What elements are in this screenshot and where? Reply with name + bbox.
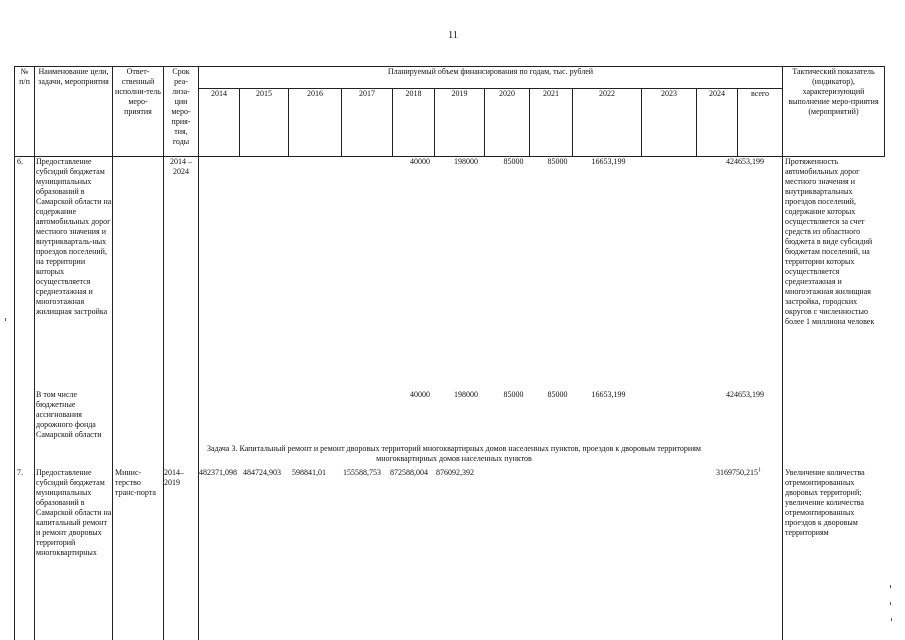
row6-2020: 85000 — [503, 157, 524, 166]
row7-total-value: 3169750,215 — [716, 468, 758, 477]
header-indicator: Тактический показатель (индикатор), характеризующий выполнение меро-приятия (мероприятий) — [783, 67, 885, 157]
row7-total — [716, 468, 761, 478]
header-year: 2020 — [485, 89, 530, 157]
row7-2018: 872588,004 — [390, 468, 428, 477]
row7-term: 2014– 2019 — [164, 468, 184, 487]
row7-executor: Минис-терство транс-порта — [115, 468, 156, 497]
header-executor: Ответ-ственный исполни-тель меро-приятия — [113, 67, 164, 157]
scan-speck — [5, 318, 6, 321]
header-funding-title: Планируемый объем финансирования по годам, тыс. рублей — [199, 67, 783, 89]
row7-2016: 598841,01 — [292, 468, 326, 477]
header-term: Срок реа-лиза-ции меро-прия-тия, годы — [164, 67, 199, 157]
table-body — [14, 156, 884, 640]
header-year: 2017 — [342, 89, 393, 157]
row7-num: 7. — [17, 468, 23, 477]
header-year: 2015 — [240, 89, 289, 157]
page-number: 11 — [448, 30, 458, 41]
row6-total: 424653,199 — [726, 157, 764, 166]
scan-speck — [890, 602, 891, 605]
row7-2014: 482371,098 — [199, 468, 237, 477]
column-divider — [112, 156, 113, 640]
header-year: 2018 — [393, 89, 435, 157]
row6-2022: 16653,199 — [591, 157, 626, 166]
row7-indicator: Увеличение количества отремонтированных дворовых территорий; увеличение количества отремонтированных проездов к дворовым территориям — [785, 468, 865, 537]
header-year: 2022 — [573, 89, 642, 157]
row6sub-2020: 85000 — [503, 390, 524, 399]
row6sub-2022: 16653,199 — [591, 390, 626, 399]
header-num: № п/п — [15, 67, 35, 157]
column-divider — [163, 156, 164, 640]
row6sub-2018: 40000 — [410, 390, 430, 399]
row7-2015: 484724,903 — [243, 468, 281, 477]
scan-speck — [890, 585, 891, 588]
row6-num: 6. — [17, 157, 23, 166]
row6-2018: 40000 — [410, 157, 430, 166]
header-year: 2024 — [697, 89, 738, 157]
column-divider — [782, 156, 783, 640]
header-year: 2014 — [199, 89, 240, 157]
header-year: 2016 — [289, 89, 342, 157]
row6sub-total: 424653,199 — [726, 390, 764, 399]
row7-total-footnote: 1 — [758, 467, 761, 474]
row6sub-name: В том числе бюджетные ассигнования дорожного фонда Самарской области — [36, 390, 102, 439]
header-year: 2023 — [642, 89, 697, 157]
row7-2017: 155588,753 — [343, 468, 381, 477]
column-divider — [34, 156, 35, 640]
scan-speck — [891, 618, 892, 621]
row6-name: Предоставление субсидий бюджетам муниципальных образований в Самарской области на содержание автомобильных дорог местного значения и внутрикварталь-ных проездов поселений, на территории которых осуществляется среднеэтажная и многоэтажная жилищная застройка — [36, 157, 112, 316]
row7-2019: 876092,392 — [436, 468, 474, 477]
column-divider — [14, 156, 15, 640]
row6sub-2019: 198000 — [454, 390, 478, 399]
row7-name: Предоставление субсидий бюджетам муниципальных образований в Самарской области на капитальный ремонт и ремонт дворовых территорий многоквартирных — [36, 468, 112, 557]
header-total: всего — [738, 89, 783, 157]
row6-2019: 198000 — [454, 157, 478, 166]
header-year: 2019 — [435, 89, 485, 157]
header-name: Наименование цели, задачи, мероприятия — [35, 67, 113, 157]
task3-heading: Задача 3. Капитальный ремонт и ремонт дворовых территорий многоквартирных домов населенных пунктов, проездов к дворовым территориям многоквартирных домов населенных пунктов — [207, 444, 701, 463]
funding-table-header — [14, 66, 885, 157]
row6sub-2021: 85000 — [547, 390, 568, 399]
row6-indicator: Протяженность автомобильных дорог местного значения и внутриквартальных проездов поселений, содержание которых осуществляется за счет средств из областного бюджета в виде субсидий бюджетам поселений, на территории которых осуществляется среднеэтажная и многоэтажная жилищная застройка, городских округов с численностью более 1 миллиона человек — [785, 157, 875, 326]
row6-2021: 85000 — [547, 157, 568, 166]
column-divider — [198, 156, 199, 640]
row6-term: 2014 – 2024 — [170, 157, 192, 176]
header-year: 2021 — [530, 89, 573, 157]
